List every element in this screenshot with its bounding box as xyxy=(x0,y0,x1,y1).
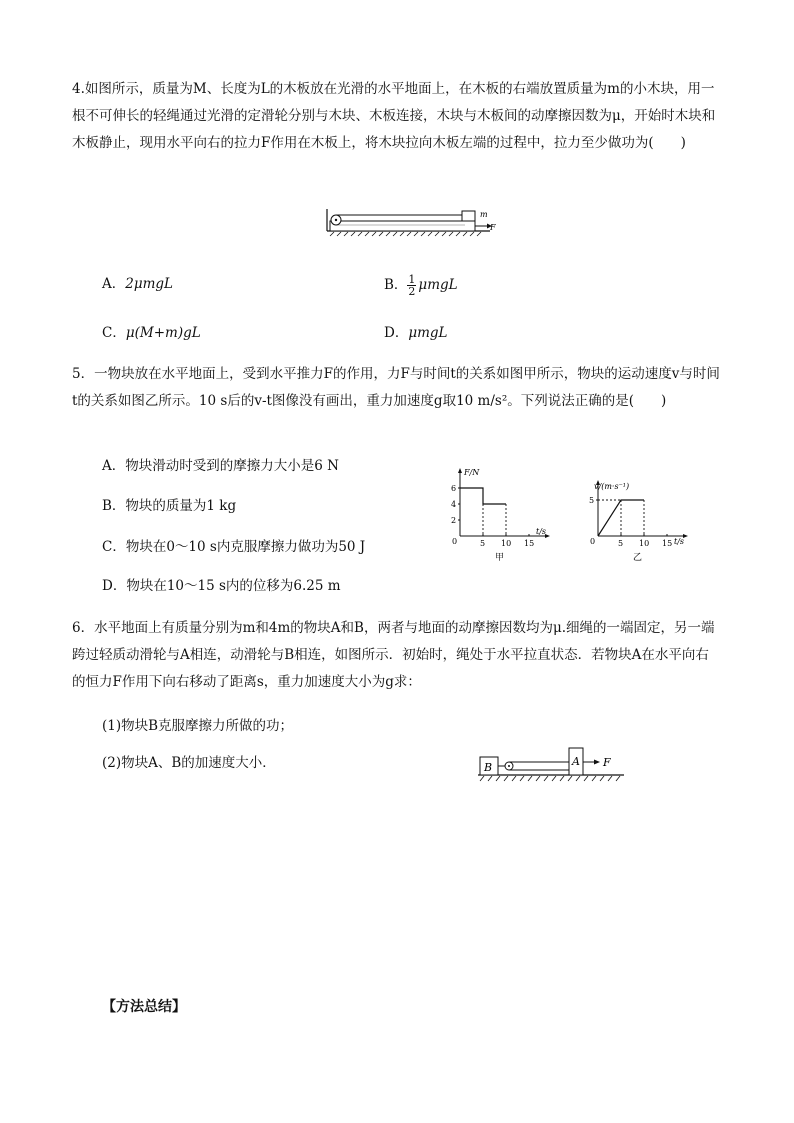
q6-stem: 6．水平地面上有质量分别为m和4m的物块A和B，两者与地面的动摩擦因数均为μ.细绳的一端固定，另一端跨过轻质动滑轮与A相连，动滑轮与B相连，如图所示．初始时，绳处于水平拉直状态．若物块A在水平向右的恒力F作用下向右移动了距离s，重力加速度大小为g求： xyxy=(72,620,715,690)
q4-figure-label-f: F xyxy=(490,223,496,232)
q4-option-d: D．μmgL xyxy=(384,325,448,341)
q4-board-figure xyxy=(320,205,500,239)
q5-option-a: A．物块滑动时受到的摩擦力大小是6 N xyxy=(102,458,339,474)
q4-stem: 4.如图所示，质量为M、长度为L的木板放在光滑的水平地面上，在木板的右端放置质量为m的小木块，用一根不可伸长的轻绳通过光滑的定滑轮分别与木块、木板连接，木块与木板间的动摩擦因数为μ，开始时木块和木板静止，现用水平向右的拉力F作用在木板上，将木块拉向木板左端的过程中，拉力至少做功为( ) xyxy=(72,81,716,151)
v-t-xlabel: t/s xyxy=(674,537,685,546)
f-t-series-line xyxy=(460,488,506,504)
q6-pulley-figure xyxy=(474,745,634,783)
q6-sub-question-2: (2)物块A、B的加速度大小． xyxy=(102,755,276,771)
v-t-ytick-label: 5 xyxy=(589,496,595,505)
q6-sub-question-1: (1)物块B克服摩擦力所做的功； xyxy=(102,718,294,734)
f-t-xtick-label: 5 xyxy=(480,539,486,548)
v-t-chart xyxy=(578,476,698,570)
q4-option-b: B． $\frac{1}{2}$ μmgL xyxy=(384,273,458,298)
q6-figure-label-b: B xyxy=(484,761,493,774)
q5-stem: 5．一物块放在水平地面上，受到水平推力F的作用，力F与时间t的关系如图甲所示，物块的运动速度v与时间t的关系如图乙所示。10 s后的v-t图像没有画出，重力加速度g取10 m/s²。下列说法正确的是( ) xyxy=(72,366,720,409)
f-t-ytick-label: 6 xyxy=(451,484,457,493)
f-t-xlabel: t/s xyxy=(536,527,547,536)
q4-option-a: A．2μmgL xyxy=(102,276,174,292)
method-summary-heading: 【方法总结】 xyxy=(102,999,186,1015)
v-t-xtick-label: 5 xyxy=(618,539,624,548)
v-t-caption: 乙 xyxy=(633,553,643,563)
f-t-ylabel: F/N xyxy=(464,468,480,477)
v-t-xtick-label: 10 xyxy=(639,539,650,548)
f-t-ytick-label: 4 xyxy=(451,500,457,509)
f-t-caption: 甲 xyxy=(495,553,505,563)
f-t-xtick-label: 15 xyxy=(524,539,535,548)
f-t-xtick-label: 10 xyxy=(501,539,512,548)
q5-option-c: C．物块在0～10 s内克服摩擦力做功为50 J xyxy=(102,539,366,555)
q5-option-d: D．物块在10～15 s内的位移为6.25 m xyxy=(102,578,341,594)
q6-figure-label-f: F xyxy=(603,756,611,769)
v-t-xtick-label: 15 xyxy=(662,539,673,548)
q5-option-b: B．物块的质量为1 kg xyxy=(102,498,237,514)
v-t-origin: 0 xyxy=(590,537,596,546)
f-t-origin: 0 xyxy=(452,537,458,546)
q4-option-b-fraction: $\frac{1}{2}$ xyxy=(408,273,416,298)
q4-option-c: C．μ(M+m)gL xyxy=(102,325,201,341)
q6-figure-label-a: A xyxy=(572,755,580,768)
q4-figure-label-m: m xyxy=(480,210,488,219)
f-t-chart xyxy=(440,464,560,570)
v-t-ylabel: v/(m·s⁻¹) xyxy=(594,482,630,491)
f-t-ytick-label: 2 xyxy=(451,516,457,525)
